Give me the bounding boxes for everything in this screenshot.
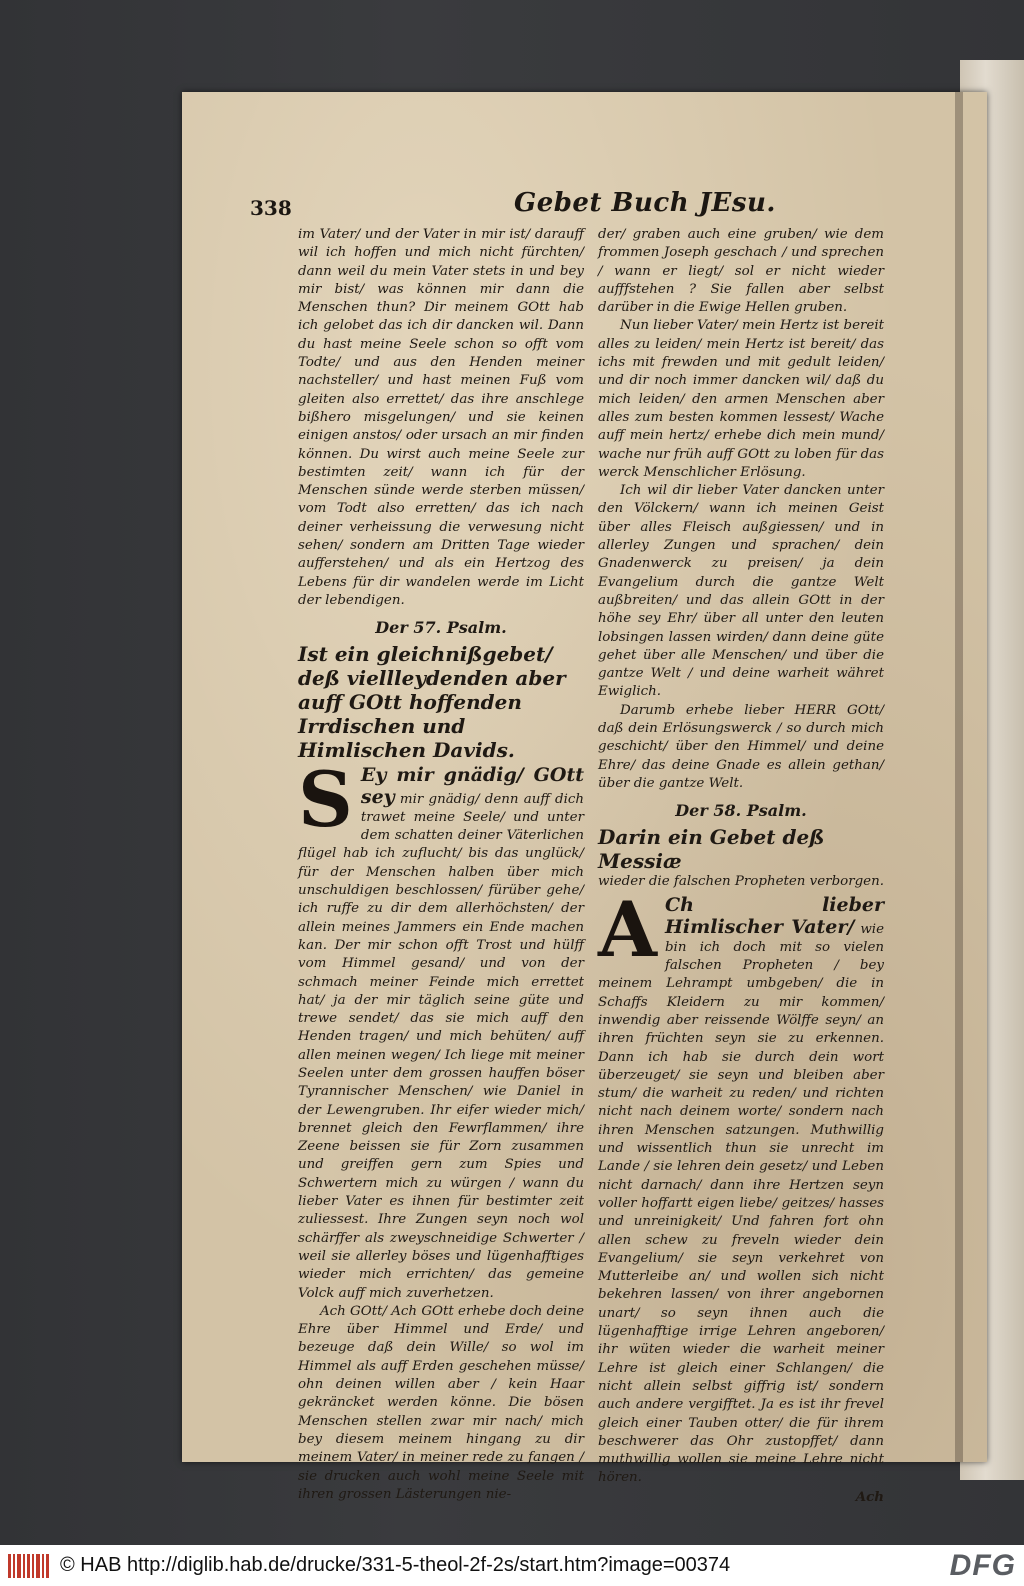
psalm-57-opening-lead: Ey mir gnädig/ GOtt sey <box>360 764 584 808</box>
psalm-58-title: Darin ein Gebet deß Messiæ <box>598 825 825 874</box>
psalm-58-subtitle: wieder die falschen Propheten verborgen. <box>598 874 884 890</box>
psalm-58-opening-text: wie bin ich doch mit so vielen falschen Propheten / bey meinem Lehrampt umbgeben/ die in Schaffs Kleidern zu mir kommen/ inwendig aber reissende Wölffe seyn/ an ihren früchten seyn sie zu erkennen. Dann ich hab sie durch dein wort überzeuget/ sie seyn und bleiben aber stum/ die warheit zu reden/ und richten nicht nach deinem worte/ sondern nach ihren Menschen satzungen. Muthwillig und wissentlich thun sie unrecht im Lande / sie lehren dein gesetz/ und Leben nicht darnach/ dann ihre Hertzen seyn voller hoffartt eigen liebe/ geitzes/ hasses und unreinigkeit/ Und fahren fort ohn allen schew zu freveln wieder dein Evangelium/ sie seyn verkehret von Mutterleibe an/ und wollen sich nicht bekehren lassen/ von ihrer angebornen unart/ so seyn ihnen auch die lügenhafftige irrige Lehren angeboren/ ihr wüten wieder die warheit meiner Lehre ist gleich einer Schlangen/ die nicht allein selbst giffrig ist/ sondern auch andere vergifftet. Ja es ist ihr frevel gleich einer Tauben otter/ die für ihrem beschwerer das Ohr zustopffet/ dann muthwillig wollen sie meine Lehre nicht hören. <box>598 921 884 1486</box>
right-continuation: der/ graben auch eine gruben/ wie dem frommen Joseph geschach / und sprechen / wann er liegt/ sol er nicht wieder aufffstehen ? Sie fallen aber selbst darüber in die Ewige Hellen gruben. <box>598 227 884 316</box>
right-column <box>598 226 884 1506</box>
right-paragraph-4: Darumb erhebe lieber HERR GOtt/ daß dein Erlösungswerck / so durch mich geschicht/ über den Himmel/ und deine Ehre/ das deine Gnade es allein gethan/ über die gantze Welt. <box>598 702 884 791</box>
right-paragraph-2: Nun lieber Vater/ mein Hertz ist bereit alles zu leiden/ mein Hertz ist bereit/ das ichs mit frewden und mit gedult leiden/ und dir noch immer dancken wil/ daß du mich leiden/ den armen Menschen aber alles zum besten kommen lessest/ Wache auff mein hertz/ erhebe dich mein mund/ wache nur früh auff GOtt zu loben für das werck Menschlicher Erlösung. <box>598 318 884 480</box>
psalm-58-opening-lead: Ch lieber Himlischer Vater/ <box>664 894 884 938</box>
barcode-icon <box>6 1551 52 1581</box>
psalm-57-heading: Der 57. Psalm. <box>375 618 507 638</box>
source-link[interactable]: © HAB http://diglib.hab.de/drucke/331-5-theol-2f-2s/start.htm?image=00374 <box>60 1554 731 1576</box>
page-number: 338 <box>250 196 292 220</box>
psalm-57-paragraph-2: Ach GOtt/ Ach GOtt erhebe doch deine Ehre über Himmel und Erde/ und bezeuge daß dein Wille/ so wol im Himmel als auff Erden geschehen müsse/ ohn deinen willen aber / kein Haar gekräncket werden könne. Die bösen Menschen stellen zwar mir nach/ mich bey diesem meinem hingang zu dir meinem Vater/ in meiner rede zu fangen / sie drucken auch wohl meine Seele mit ihren grossen Lästerungen nie- <box>298 1303 584 1502</box>
page-gutter-shadow <box>955 92 963 1462</box>
dropcap-s: S <box>298 755 353 845</box>
catchword: Ach <box>855 1488 884 1505</box>
psalm-57-opening <box>298 755 585 1303</box>
left-column <box>298 226 584 1504</box>
psalm-57-title: Ist ein gleichnißgebet/ deß viellleydenden aber auff GOtt hoffenden Irrdischen und Himlischen Davids. <box>298 642 566 763</box>
psalm-58-opening <box>598 885 884 1488</box>
footer-bar <box>0 1545 1024 1586</box>
running-head-title: Gebet Buch JEsu. <box>514 188 776 218</box>
left-continuation: im Vater/ und der Vater in mir ist/ darauff wil ich hoffen und mich nicht fürchten/ dann weil du mein Vater stets in und bey mir bist/ was können mir dann die Menschen thun? Dir meinem GOtt hab ich gelobet das ich dir dancken wil. Dann du hast meine Seele schon so offt vom Todte/ und aus den Henden meiner nachsteller/ und hast meinen Fuß vom gleiten also errettet/ das ihre anschlege bißhero misgelungen/ und sie keinen einigen anstos/ oder ursach an mir finden können. Du wirst auch meine Seele zur bestimten zeit/ wann ich für der Menschen sünde werde sterben müssen/ vom Todt also erretten/ das ich nach deiner verheissung die verwesung nicht sehen/ sondern am Dritten Tage wieder aufferstehen/ und als ein Hertzog des Lebens für dir wandelen werde im Licht der lebendigen. <box>298 227 584 608</box>
right-paragraph-3: Ich wil dir lieber Vater dancken unter den Völckern/ wann ich meinen Geist über alles Fleisch außgiessen/ und in allerley Zungen und sprachen/ dein Gnadenwerck zu preisen/ ja dein Evangelium durch die gantze Welt außbreiten/ und das allein GOtt in der höhe sey Ehr/ über all unter den leuten lobsingen lassen wirden/ dann deine güte gehet über alle Menschen/ und über die gantze Welt / und deine warheit währet Ewiglich. <box>598 483 884 700</box>
dropcap-a: A <box>598 885 657 975</box>
psalm-57-opening-text: mir gnädig/ denn auff dich trawet meine Seele/ und unter dem schatten deiner Väterlichen flügel hab ich zuflucht/ bis das unglück/ für der Menschen halben über mich unschuldigen beschlossen/ fürüber gehe/ ich ruffe zu dir dem allerhöchsten/ der allein meines Jammers ein Ende machen kan. Der mir schon offt Trost und hülff vom Himmel gesand/ und von der schmach meiner Feinde mich errettet hat/ ja der mir täglich seine güte und trewe sendet/ das sie mich auff den Henden tragen/ und mich behüten/ auff allen meinen wegen/ Ich liege mit meiner Seelen unter dem grossen hauffen böser Tyrannischer Menschen/ wie Daniel in der Lewengruben. Ihr eifer wieder mich/ brennet gleich den Fewrflammen/ ihre Zeene beissen sie für Zorn zusammen und greiffen gern zum Spies und Schwertern mich zu würgen / wann du lieber Vater es ihnen für bestimter zeit zuliessest. Ihre Zungen seyn noch wol schärffer als zweyschneidige Schwerter / weil sie allerley böses und lügenhafftiges wieder mich errichten/ das gemeine Volck auff mich zuverhetzen. <box>298 791 585 1301</box>
psalm-58-heading: Der 58. Psalm. <box>675 801 807 821</box>
running-head <box>250 188 890 228</box>
dfg-logo: DFG <box>949 1549 1016 1582</box>
